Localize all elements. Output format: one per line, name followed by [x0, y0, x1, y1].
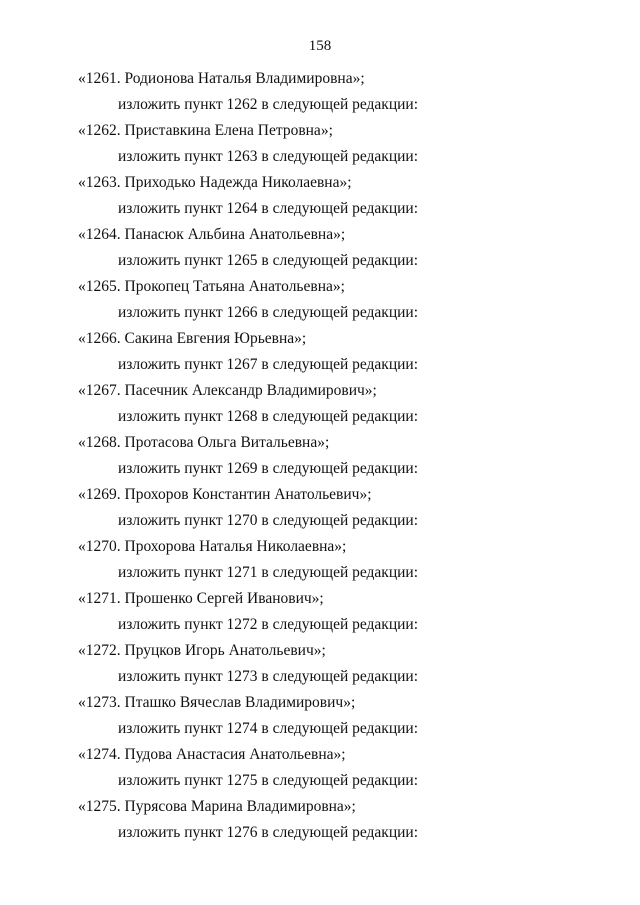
list-entry: «1264. Панасюк Альбина Анатольевна»; — [78, 226, 346, 243]
list-entry: «1268. Протасова Ольга Витальевна»; — [78, 434, 330, 451]
amendment-instruction: изложить пункт 1271 в следующей редакции: — [118, 564, 419, 581]
amendment-instruction: изложить пункт 1264 в следующей редакции: — [118, 200, 419, 217]
list-entry: «1263. Приходько Надежда Николаевна»; — [78, 174, 352, 191]
amendment-instruction: изложить пункт 1275 в следующей редакции: — [118, 772, 419, 789]
list-entry: «1265. Прокопец Татьяна Анатольевна»; — [78, 278, 345, 295]
amendment-instruction: изложить пункт 1272 в следующей редакции: — [118, 616, 419, 633]
document-body — [0, 66, 640, 846]
list-entry: «1273. Пташко Вячеслав Владимирович»; — [78, 694, 356, 711]
list-entry: «1271. Прошенко Сергей Иванович»; — [78, 590, 324, 607]
amendment-instruction: изложить пункт 1265 в следующей редакции: — [118, 252, 419, 269]
amendment-instruction: изложить пункт 1276 в следующей редакции: — [118, 824, 419, 841]
list-entry: «1269. Прохоров Константин Анатольевич»; — [78, 486, 372, 503]
list-entry: «1272. Пруцков Игорь Анатольевич»; — [78, 642, 326, 659]
amendment-instruction: изложить пункт 1266 в следующей редакции: — [118, 304, 419, 321]
amendment-instruction: изложить пункт 1270 в следующей редакции: — [118, 512, 419, 529]
amendment-instruction: изложить пункт 1262 в следующей редакции: — [118, 96, 419, 113]
amendment-instruction: изложить пункт 1269 в следующей редакции: — [118, 460, 419, 477]
list-entry: «1275. Пурясова Марина Владимировна»; — [78, 798, 356, 815]
amendment-instruction: изложить пункт 1273 в следующей редакции: — [118, 668, 419, 685]
amendment-instruction: изложить пункт 1268 в следующей редакции: — [118, 408, 419, 425]
page-number: 158 — [308, 38, 332, 54]
list-entry: «1274. Пудова Анастасия Анатольевна»; — [78, 746, 346, 763]
list-entry: «1266. Сакина Евгения Юрьевна»; — [78, 330, 307, 347]
amendment-instruction: изложить пункт 1274 в следующей редакции: — [118, 720, 419, 737]
list-entry: «1262. Приставкина Елена Петровна»; — [78, 122, 333, 139]
list-entry: «1267. Пасечник Александр Владимирович»; — [78, 382, 377, 399]
list-entry: «1261. Родионова Наталья Владимировна»; — [78, 70, 365, 87]
list-entry: «1270. Прохорова Наталья Николаевна»; — [78, 538, 347, 555]
amendment-instruction: изложить пункт 1263 в следующей редакции: — [118, 148, 419, 165]
amendment-instruction: изложить пункт 1267 в следующей редакции: — [118, 356, 419, 373]
